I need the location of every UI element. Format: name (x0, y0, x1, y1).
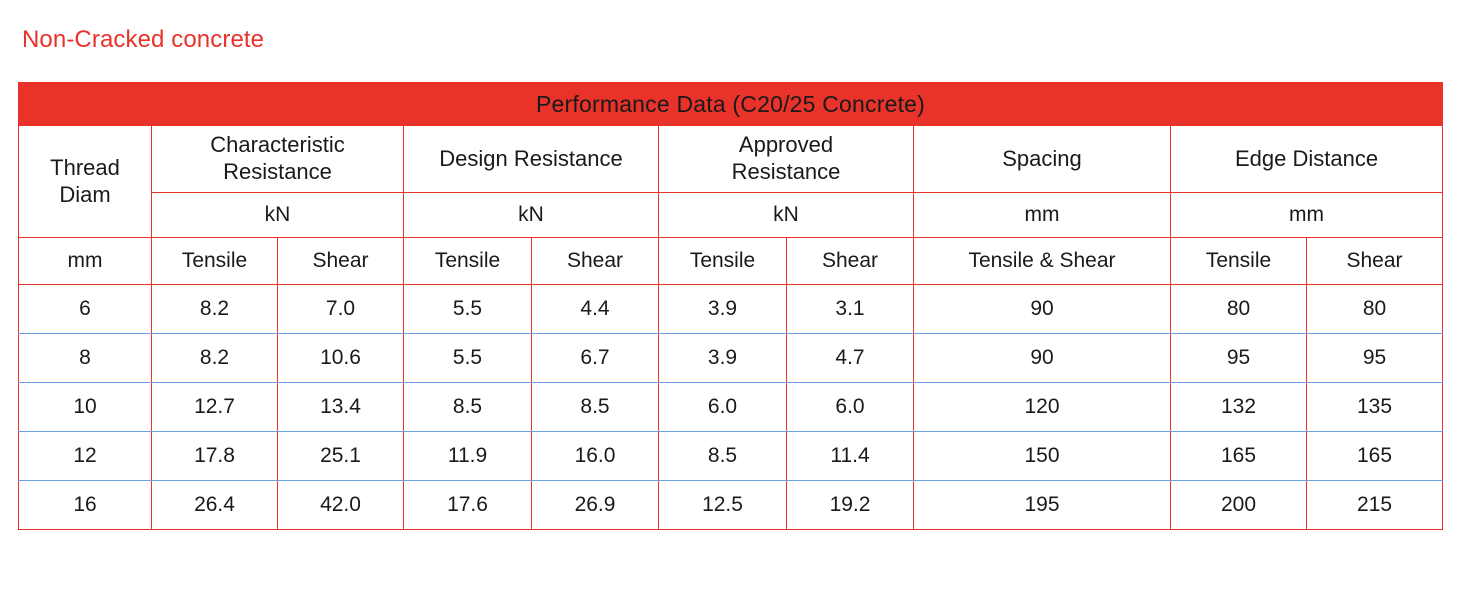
table-title-row (19, 83, 1443, 126)
cell-characteristic-shear: 42.0 (278, 481, 404, 530)
table-row (19, 481, 1443, 530)
cell-approved-shear: 19.2 (787, 481, 914, 530)
cell-edge-shear: 215 (1307, 481, 1443, 530)
header-spacing (914, 126, 1171, 193)
cell-design-shear: 16.0 (532, 432, 659, 481)
header-design-resistance (404, 126, 659, 193)
header-thread-diam-line1: Thread (50, 154, 120, 180)
cell-thread-diam: 10 (19, 383, 152, 432)
cell-thread-diam: 8 (19, 334, 152, 383)
cell-characteristic-shear: 10.6 (278, 334, 404, 383)
cell-design-shear: 6.7 (532, 334, 659, 383)
sub-header-edge-shear: Shear (1307, 238, 1443, 285)
cell-approved-tensile: 8.5 (659, 432, 787, 481)
cell-thread-diam: 6 (19, 285, 152, 334)
cell-design-tensile: 5.5 (404, 285, 532, 334)
cell-characteristic-tensile: 12.7 (152, 383, 278, 432)
cell-edge-tensile: 95 (1171, 334, 1307, 383)
sub-header-characteristic-tensile: Tensile (152, 238, 278, 285)
cell-design-shear: 8.5 (532, 383, 659, 432)
table-row (19, 285, 1443, 334)
unit-characteristic: kN (152, 193, 404, 238)
table-row (19, 383, 1443, 432)
cell-approved-shear: 6.0 (787, 383, 914, 432)
header-design-line1: Design Resistance (439, 145, 623, 171)
cell-edge-tensile: 200 (1171, 481, 1307, 530)
unit-edge-distance: mm (1171, 193, 1443, 238)
table-row (19, 432, 1443, 481)
cell-characteristic-shear: 25.1 (278, 432, 404, 481)
cell-design-shear: 4.4 (532, 285, 659, 334)
header-characteristic-resistance (152, 126, 404, 193)
cell-spacing: 150 (914, 432, 1171, 481)
unit-approved: kN (659, 193, 914, 238)
sub-header-design-shear: Shear (532, 238, 659, 285)
cell-design-tensile: 8.5 (404, 383, 532, 432)
unit-spacing: mm (914, 193, 1171, 238)
header-approved-line1: Approved (738, 132, 834, 158)
cell-edge-shear: 80 (1307, 285, 1443, 334)
header-edge-line1: Edge Distance (1234, 145, 1379, 171)
cell-thread-diam: 16 (19, 481, 152, 530)
performance-table-wrapper (18, 82, 1442, 530)
table-title: Performance Data (C20/25 Concrete) (19, 83, 1443, 126)
sub-header-design-tensile: Tensile (404, 238, 532, 285)
cell-design-tensile: 5.5 (404, 334, 532, 383)
page-title: Non-Cracked concrete (22, 26, 265, 53)
sub-header-row (19, 238, 1443, 285)
sub-header-characteristic-shear: Shear (278, 238, 404, 285)
header-thread-diam-line2: Diam (59, 181, 111, 207)
header-spacing-line1: Spacing (1002, 145, 1082, 171)
cell-approved-tensile: 6.0 (659, 383, 787, 432)
sub-header-approved-tensile: Tensile (659, 238, 787, 285)
header-characteristic-line2: Resistance (223, 159, 332, 184)
cell-approved-shear: 11.4 (787, 432, 914, 481)
units-row (19, 193, 1443, 238)
performance-data-table (18, 82, 1443, 530)
cell-approved-tensile: 12.5 (659, 481, 787, 530)
cell-characteristic-shear: 13.4 (278, 383, 404, 432)
cell-characteristic-tensile: 8.2 (152, 334, 278, 383)
sub-header-approved-shear: Shear (787, 238, 914, 285)
cell-design-shear: 26.9 (532, 481, 659, 530)
cell-edge-tensile: 80 (1171, 285, 1307, 334)
header-thread-diam (19, 126, 152, 238)
table-row (19, 334, 1443, 383)
header-approved-line2: Resistance (731, 159, 841, 184)
cell-approved-tensile: 3.9 (659, 285, 787, 334)
cell-characteristic-tensile: 8.2 (152, 285, 278, 334)
cell-edge-shear: 95 (1307, 334, 1443, 383)
cell-thread-diam: 12 (19, 432, 152, 481)
cell-approved-shear: 3.1 (787, 285, 914, 334)
cell-spacing: 90 (914, 334, 1171, 383)
cell-design-tensile: 17.6 (404, 481, 532, 530)
cell-spacing: 90 (914, 285, 1171, 334)
cell-edge-tensile: 165 (1171, 432, 1307, 481)
cell-edge-tensile: 132 (1171, 383, 1307, 432)
cell-characteristic-tensile: 17.8 (152, 432, 278, 481)
cell-spacing: 120 (914, 383, 1171, 432)
sub-header-thread-diam-unit: mm (19, 238, 152, 285)
cell-approved-tensile: 3.9 (659, 334, 787, 383)
group-header-row (19, 126, 1443, 193)
header-characteristic-line1: Characteristic (210, 132, 345, 158)
cell-design-tensile: 11.9 (404, 432, 532, 481)
cell-edge-shear: 165 (1307, 432, 1443, 481)
cell-edge-shear: 135 (1307, 383, 1443, 432)
header-edge-distance (1171, 126, 1443, 193)
sub-header-spacing-tensile-shear: Tensile & Shear (914, 238, 1171, 285)
cell-spacing: 195 (914, 481, 1171, 530)
unit-design: kN (404, 193, 659, 238)
header-approved-resistance (659, 126, 914, 193)
cell-characteristic-shear: 7.0 (278, 285, 404, 334)
sub-header-edge-tensile: Tensile (1171, 238, 1307, 285)
cell-approved-shear: 4.7 (787, 334, 914, 383)
cell-characteristic-tensile: 26.4 (152, 481, 278, 530)
